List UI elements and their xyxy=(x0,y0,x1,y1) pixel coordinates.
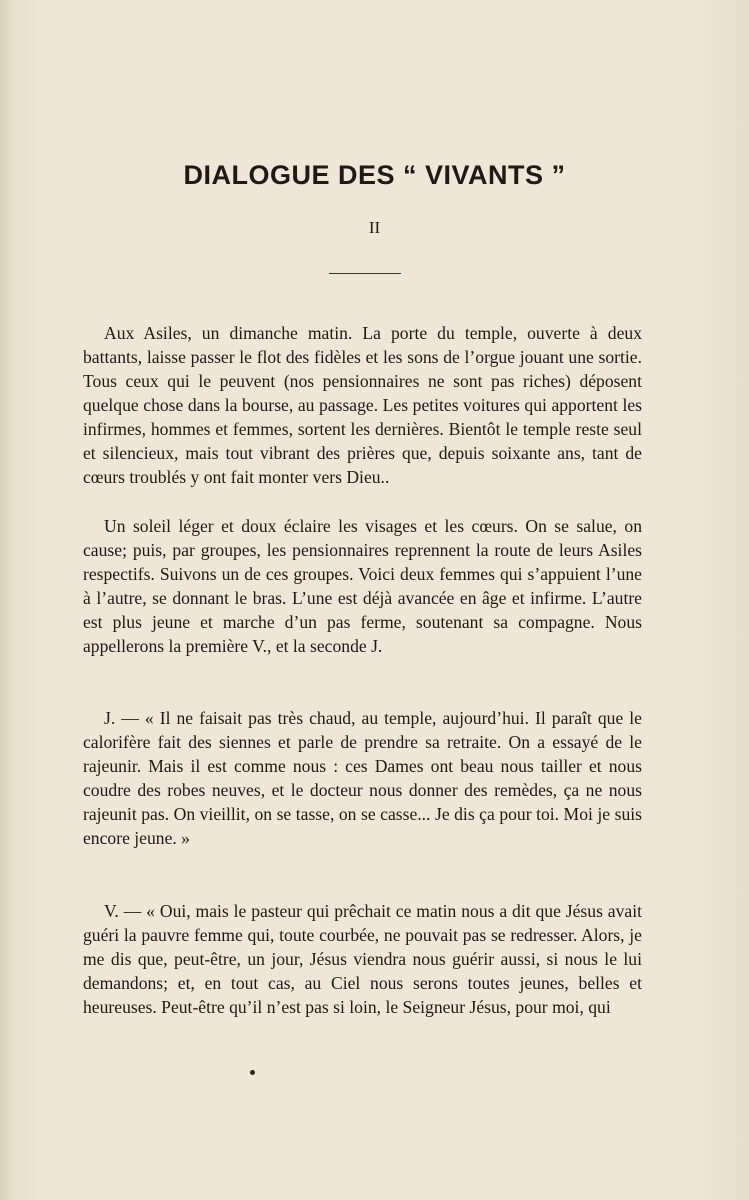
chapter-title: DIALOGUE DES “ VIVANTS ” xyxy=(183,160,566,190)
paragraph-opening-scene xyxy=(83,321,642,489)
paragraph-text: J. — « Il ne faisait pas très chaud, au temple, aujourd’hui. Il paraît que le calorifère fait des siennes et parle de prendre sa retraite. On a essayé de le rajeunir. Mais il est comme nous : ces Dames ont beau nous tailler et nous coudre des robes neuves, et le docteur nous donner des remèdes, ça ne nous rajeunit pas. On vieillit, on se tasse, on se casse... Je dis ça pour toi. Moi je suis encore jeune. » xyxy=(83,708,642,848)
paragraph-introduction xyxy=(83,514,642,658)
paragraph-text: V. — « Oui, mais le pasteur qui prêchait ce matin nous a dit que Jésus avait guéri la pauvre femme qui, toute courbée, ne pouvait pas se redresser. Alors, je me dis que, peut-être, un jour, Jésus viendra nous guérir aussi, si nous le lui demandons; et, en tout cas, au Ciel nous serons toutes jeunes, belles et heureuses. Peut-être qu’il n’est pas si loin, le Seigneur Jésus, pour moi, qui xyxy=(83,901,642,1017)
chapter-part-number: II xyxy=(368,218,381,237)
page-footer-dot xyxy=(250,1070,255,1075)
paragraph-dialogue-j xyxy=(83,706,642,850)
paragraph-text: Aux Asiles, un dimanche matin. La porte du temple, ouverte à deux battants, laisse passer le flot des fidèles et les sons de l’orgue jouant une sortie. Tous ceux qui le peuvent (nos pensionnaires ne sont pas riches) déposent quelque chose dans la bourse, au passage. Les petites voitures qui apportent les infirmes, hommes et femmes, sortent les dernières. Bientôt le temple reste seul et silencieux, mais tout vibrant des prières que, depuis soixante ans, tant de cœurs troublés y ont fait monter vers Dieu.. xyxy=(83,323,642,487)
paragraph-text: Un soleil léger et doux éclaire les visages et les cœurs. On se salue, on cause; puis, par groupes, les pensionnaires reprennent la route de leurs Asiles respectifs. Suivons un de ces groupes. Voici deux femmes qui s’appuient l’une à l’autre, se donnant le bras. L’une est déjà avancée en âge et infirme. L’autre est plus jeune et marche d’un pas ferme, soutenant sa compagne. Nous appellerons la première V., et la seconde J. xyxy=(83,516,642,656)
paragraph-dialogue-v xyxy=(83,899,642,1019)
title-separator-rule xyxy=(329,273,401,274)
